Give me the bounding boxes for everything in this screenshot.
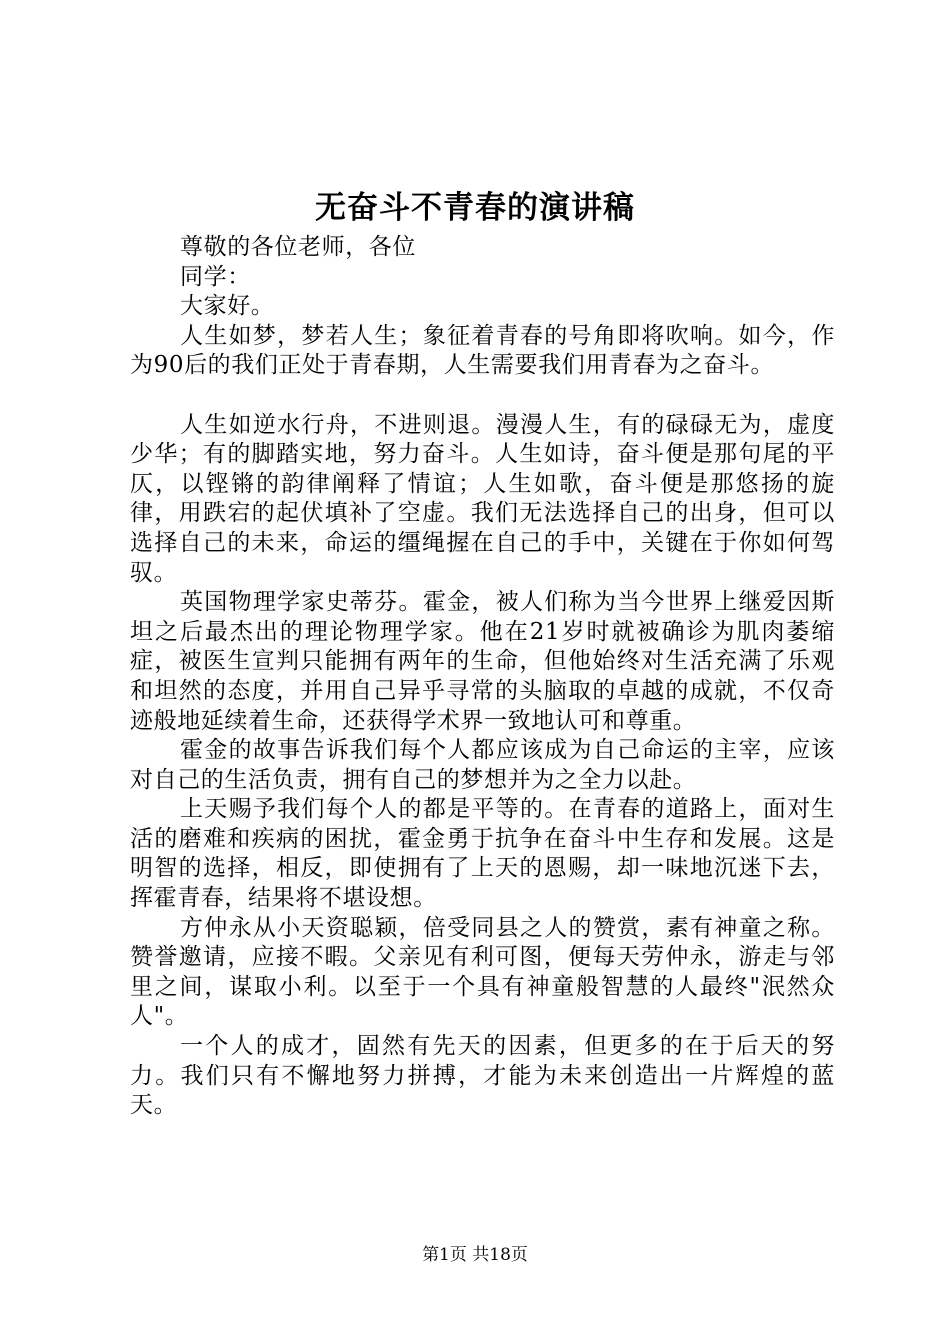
document-body	[130, 233, 835, 1121]
paragraph: 人生如逆水行舟，不进则退。漫漫人生，有的碌碌无为，虚度少华；有的脚踏实地，努力奋斗。人生如诗，奋斗便是那句尾的平仄，以铿锵的韵律阐释了情谊；人生如歌，奋斗便是那悠扬的旋律，用跌宕的起伏填补了空虚。我们无法选择自己的出身，但可以选择自己的未来，命运的缰绳握在自己的手中，关键在于你如何驾驭。	[130, 411, 835, 586]
salutation-line-2: 同学：	[180, 263, 251, 290]
paragraph: 人生如梦，梦若人生；象征着青春的号角即将吹响。如今，作为90后的我们正处于青春期，人生需要我们用青春为之奋斗。	[130, 322, 835, 379]
document-title: 无奋斗不青春的演讲稿	[315, 190, 635, 226]
paragraph: 上天赐予我们每个人的都是平等的。在青春的道路上，面对生活的磨难和疾病的困扰，霍金勇于抗争在奋斗中生存和发展。这是明智的选择，相反，即使拥有了上天的恩赐，却一味地沉迷下去，挥霍青春，结果将不堪设想。	[130, 796, 835, 912]
page-number-footer: 第1页 共18页	[422, 1245, 528, 1265]
paragraph: 方仲永从小天资聪颖，倍受同县之人的赞赏，素有神童之称。赞誉邀请，应接不暇。父亲见有利可图，便每天劳仲永，游走与邻里之间，谋取小利。以至于一个具有神童般智慧的人最终"泯然众人"。	[130, 914, 835, 1030]
paragraph: 一个人的成才，固然有先天的因素，但更多的在于后天的努力。我们只有不懈地努力拼搏，才能为未来创造出一片辉煌的蓝天。	[130, 1033, 835, 1119]
paragraph-spacer	[130, 381, 835, 411]
paragraph: 英国物理学家史蒂芬。霍金，被人们称为当今世界上继爱因斯坦之后最杰出的理论物理学家。他在21岁时就被确诊为肌肉萎缩症，被医生宣判只能拥有两年的生命，但他始终对生活充满了乐观和坦然的态度，并用自己异乎寻常的头脑取的卓越的成就，不仅奇迹般地延续着生命，还获得学术界一致地认可和尊重。	[130, 589, 835, 734]
paragraph: 霍金的故事告诉我们每个人都应该成为自己命运的主宰，应该对自己的生活负责，拥有自己的梦想并为之全力以赴。	[130, 737, 835, 793]
salutation-line-1: 尊敬的各位老师，各位	[180, 234, 416, 260]
greeting: 大家好。	[180, 293, 275, 320]
